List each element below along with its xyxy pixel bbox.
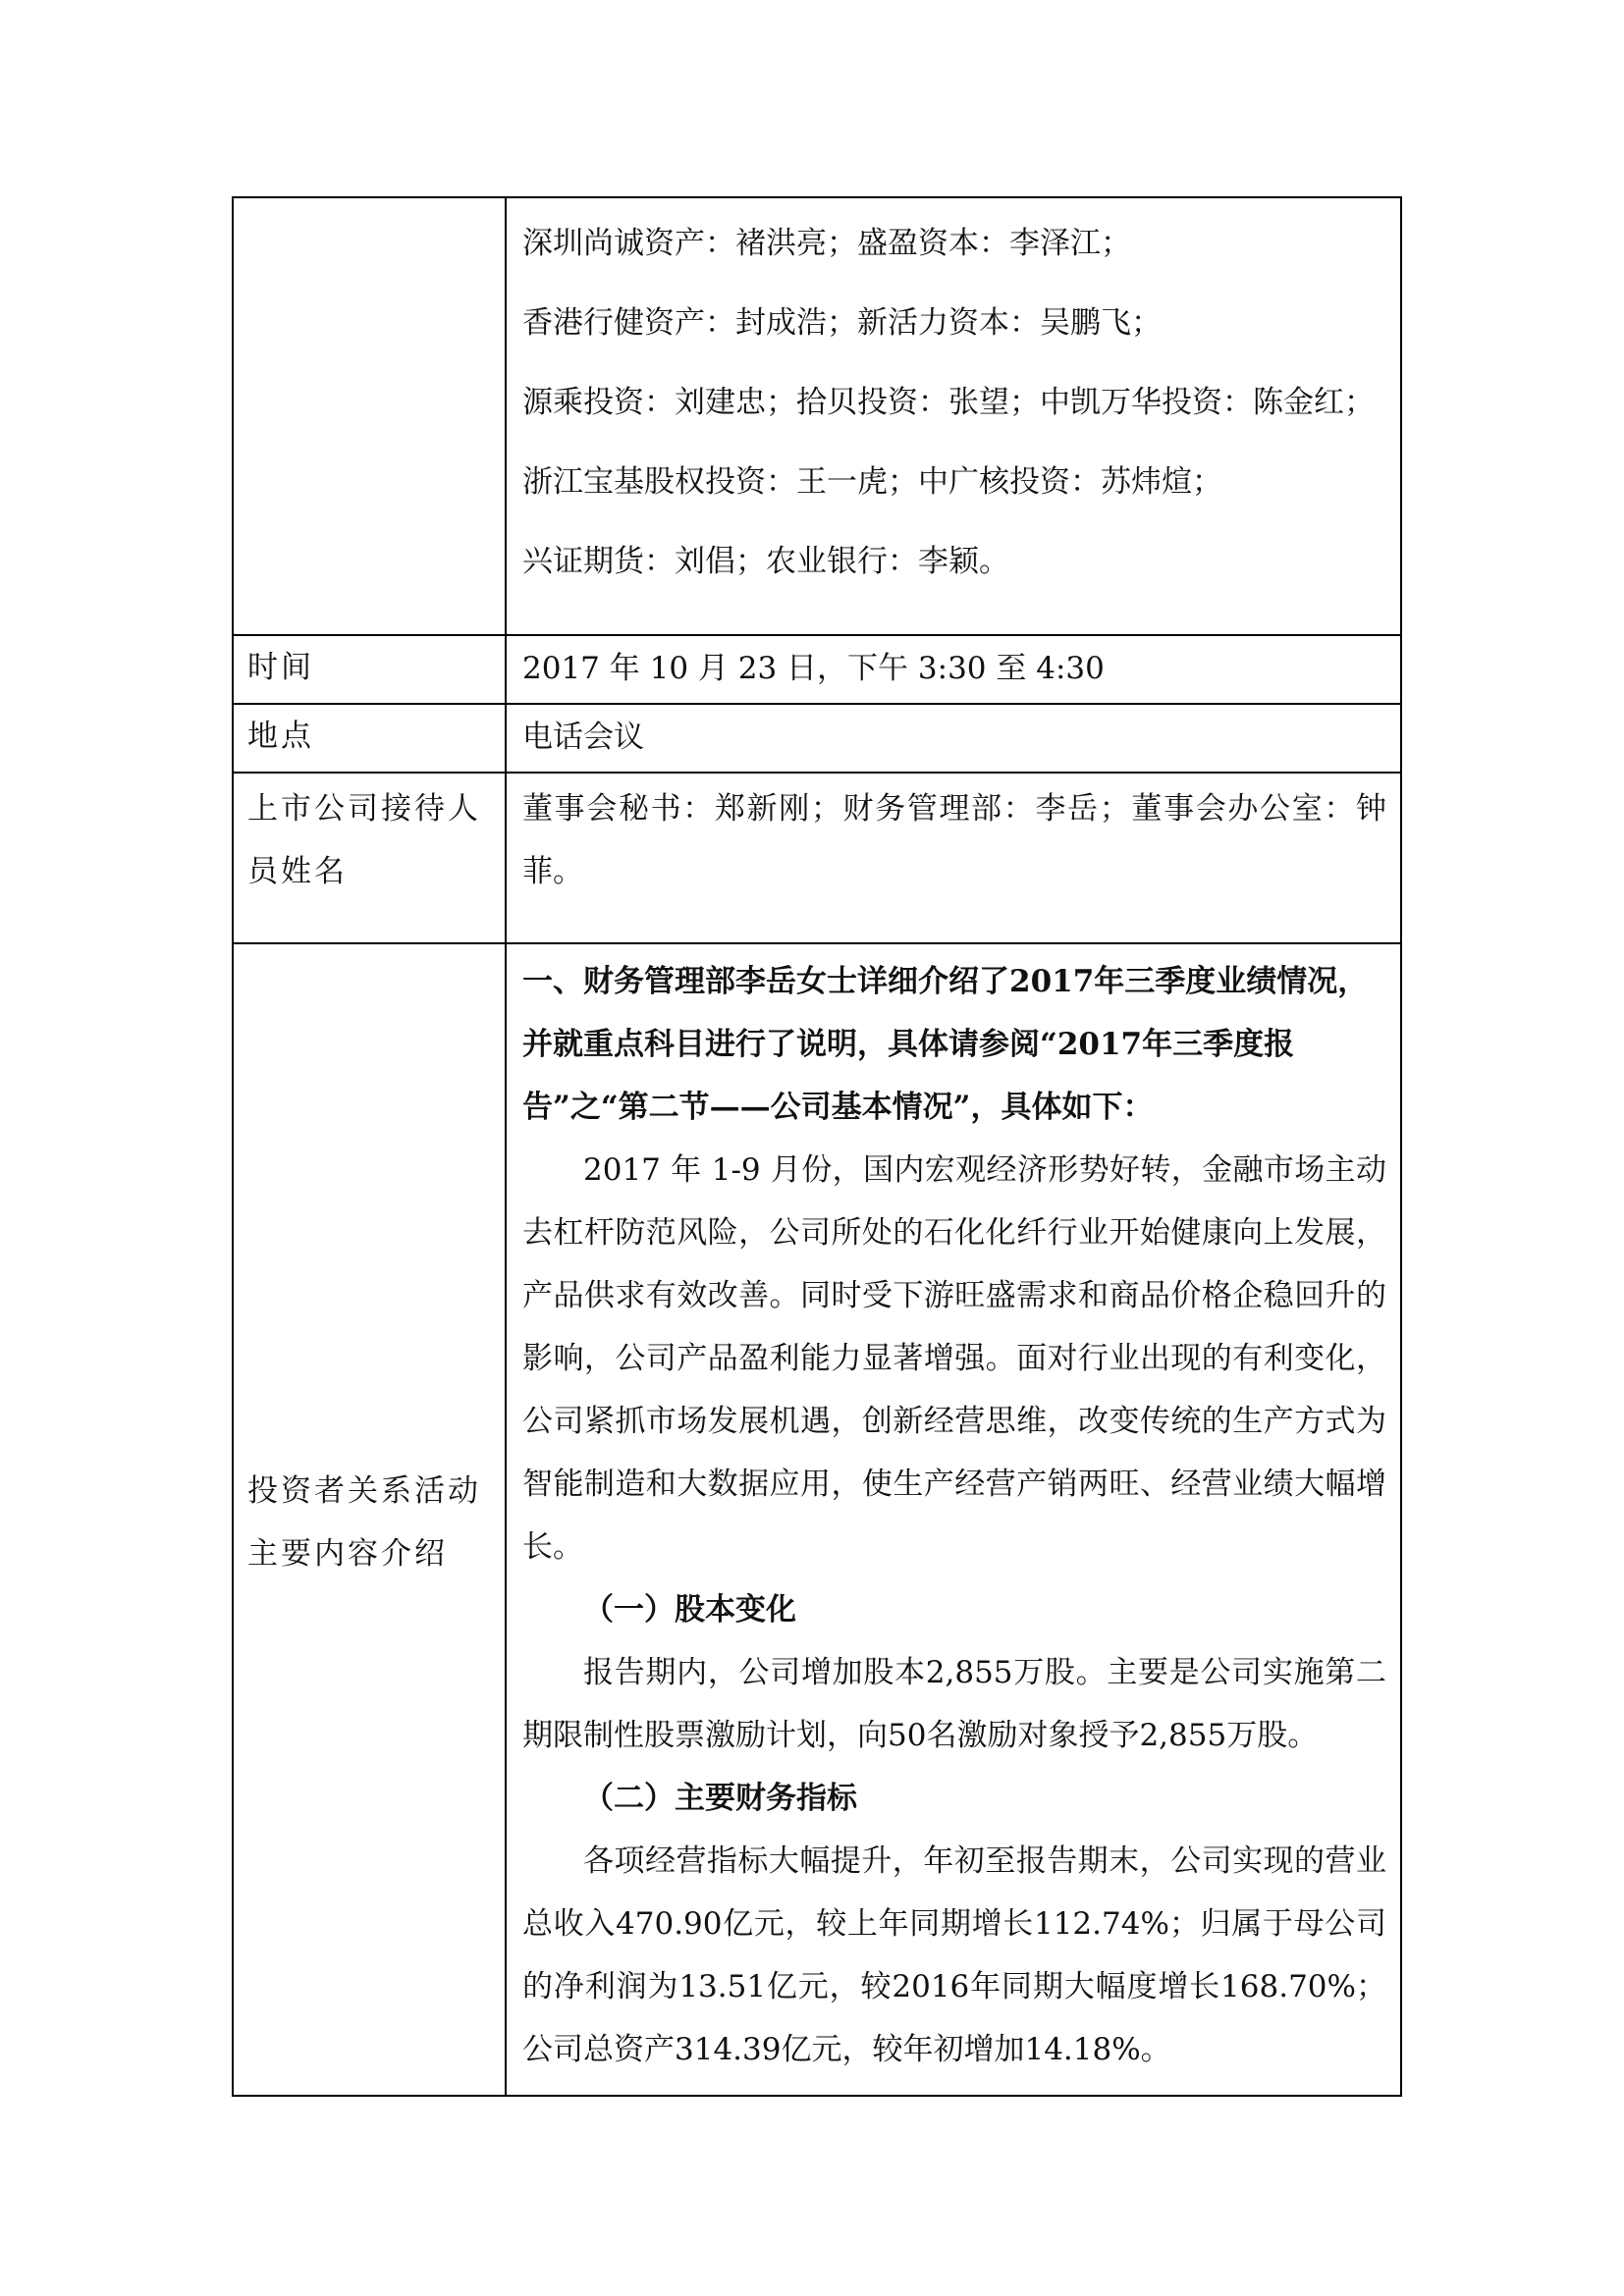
reception-value: 董事会秘书：郑新刚；财务管理部：李岳；董事会办公室：钟菲。 (506, 773, 1401, 943)
attendees-label-cell (233, 197, 506, 635)
attendee-line: 香港行健资产：封成浩；新活力资本：吴鹏飞； (522, 305, 1162, 341)
section-title-share-capital: （一）股本变化 (583, 1592, 796, 1628)
place-value: 电话会议 (506, 704, 1401, 773)
activity-row (233, 943, 1401, 2096)
attendee-line: 深圳尚诚资产：褚洪亮；盛盈资本：李泽江； (522, 226, 1131, 261)
attendee-line: 源乘投资：刘建忠；拾贝投资：张望；中凯万华投资：陈金红； (522, 385, 1375, 420)
reception-label: 上市公司接待人员姓名 (233, 773, 506, 943)
section-title-financial-indicators: （二）主要财务指标 (583, 1781, 857, 1816)
activity-content (506, 943, 1401, 2096)
time-row (233, 635, 1401, 704)
attendee-line: 兴证期货：刘倡；农业银行：李颖。 (522, 544, 1009, 579)
time-value: 2017 年 10 月 23 日，下午 3:30 至 4:30 (506, 635, 1401, 704)
section-text-financial-indicators: 各项经营指标大幅提升，年初至报告期末，公司实现的营业总收入470.90亿元，较上年同期增长112.74%；归属于母公司的净利润为13.51亿元，较2016年同期大幅度增长168.70%；公司总资产314.39亿元，较年初增加14.18%。 (522, 1843, 1386, 2067)
place-label: 地点 (233, 704, 506, 773)
attendee-line: 浙江宝基股权投资：王一虎；中广核投资：苏炜煊； (522, 464, 1222, 500)
investor-relations-table (232, 196, 1402, 2097)
time-label: 时间 (233, 635, 506, 704)
place-row (233, 704, 1401, 773)
activity-heading: 一、财务管理部李岳女士详细介绍了2017年三季度业绩情况，并就重点科目进行了说明，具体请参阅“2017年三季度报告”之“第二节——公司基本情况”，具体如下： (522, 964, 1369, 1125)
section-text-share-capital: 报告期内，公司增加股本2,855万股。主要是公司实施第二期限制性股票激励计划，向50名激励对象授予2,855万股。 (522, 1655, 1386, 1753)
attendees-row (233, 197, 1401, 635)
attendees-cell (506, 197, 1401, 635)
intro-paragraph: 2017 年 1-9 月份，国内宏观经济形势好转，金融市场主动去杠杆防范风险，公司所处的石化化纤行业开始健康向上发展，产品供求有效改善。同时受下游旺盛需求和商品价格企稳回升的影响，公司产品盈利能力显著增强。面对行业出现的有利变化，公司紧抓市场发展机遇，创新经营思维，改变传统的生产方式为智能制造和大数据应用，使生产经营产销两旺、经营业绩大幅增长。 (522, 1152, 1386, 1565)
reception-row (233, 773, 1401, 943)
activity-label: 投资者关系活动主要内容介绍 (233, 943, 506, 2096)
